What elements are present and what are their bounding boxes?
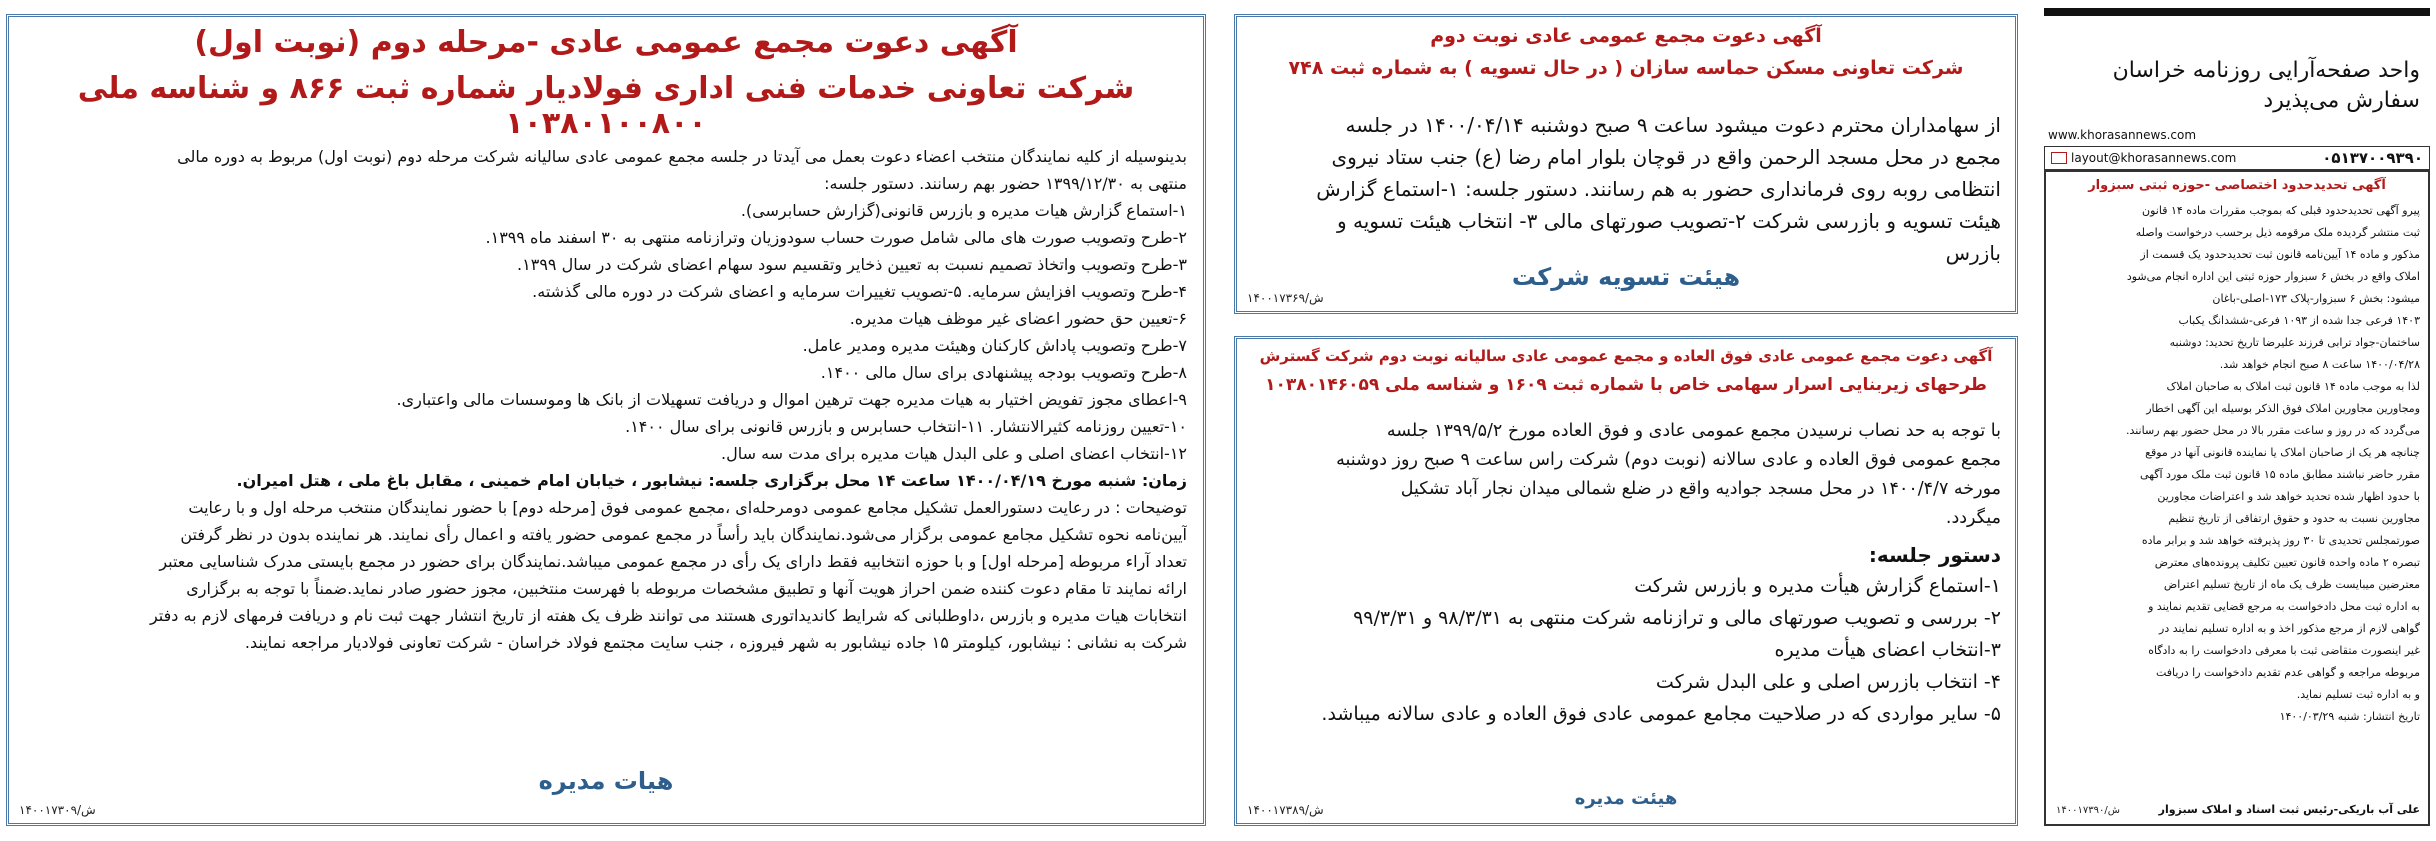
agenda-item: ۱-استماع گزارش هیات مدیره و بازرس قانونی(گزارش حسابرسی). — [740, 201, 1187, 220]
meeting-time-place: زمان: شنبه مورخ ۱۴۰۰/۰۴/۱۹ ساعت ۱۴ محل برگزاری جلسه: نیشابور ، خیابان امام خمینی ، مقابل باغ ملی ، هتل امیران. — [236, 471, 1187, 490]
text-line: منتهی به ۱۳۹۹/۱۲/۳۰ حضور بهم رسانند. دستور جلسه: — [824, 174, 1187, 193]
text-line: از سهامداران محترم دعوت میشود ساعت ۹ صبح دوشنبه ۱۴۰۰/۰۴/۱۴ در جلسه — [1345, 113, 2001, 137]
text-line: چنانچه هر یک از صاحبان املاک یا نماینده قانونی آنها در موقع — [2145, 446, 2420, 459]
ad-maskan-title2: شرکت تعاونی مسکن حماسه سازان ( در حال تسویه ) به شماره ثبت ۷۴۸ — [1288, 57, 1964, 79]
ad-fouladyar-body — [25, 143, 1187, 656]
ad-sabti-signature: علی آب باریکی-رئیس ثبت اسناد و املاک سبزوار — [2158, 803, 2420, 816]
text-line: مربوطه مراجعه و گواهی عدم تقدیم دادخواست را دریافت — [2156, 666, 2420, 679]
text-line: غیر اینصورت متقاضی ثبت با معرفی دادخواست را به دادگاه — [2148, 644, 2420, 657]
agenda-item: ۶-تعیین حق حضور اعضای غیر موظف هیات مدیره. — [849, 309, 1187, 328]
text-line: می‌گردد که در روز و ساعت مقرر بالا در محل حضور بهم رسانند. — [2125, 424, 2420, 437]
ad-gostaresh-body — [1251, 417, 2001, 730]
text-line: میگردد. — [1945, 508, 2001, 528]
text-line: مقرر حاضر نباشند مطابق ماده ۱۵ قانون ثبت ملک مورد آگهی — [2140, 468, 2420, 481]
promo-phone: ۰۵۱۳۷۰۰۹۳۹۰ — [2322, 149, 2423, 167]
ad-fouladyar-title1: آگهی دعوت مجمع عمومی عادی -مرحله دوم (نوبت اول) — [194, 25, 1018, 60]
text-line: به اداره ثبت محل دادخواست به مرجع قضایی تقدیم نمایند و — [2148, 600, 2420, 613]
text-line: گواهی لازم از مرجع مذکور اخذ و به اداره تسلیم نمایند در — [2159, 622, 2420, 635]
text-line: لذا به موجب ماده ۱۴ قانون ثبت املاک به صاحبان املاک — [2166, 380, 2420, 393]
agenda-item: ۳-طرح وتصویب واتخاذ تصمیم نسبت به تعیین ذخایر وتقسیم سود سهام اعضای شرکت در سال ۱۳۹۹. — [517, 255, 1187, 274]
text-line: مجمع در محل مسجد الرحمن واقع در قوچان بلوار امام رضا (ع) جنب ستاد نیروی — [1331, 145, 2001, 169]
agenda-item: ۴-طرح وتصویب افزایش سرمایه. ۵-تصویب تغییرات سرمایه و اعضای شرکت در دوره مالی گذشته. — [532, 282, 1187, 301]
text-line: ثبت منتشر گردیده ملک مرقومه ذیل برحسب درخواست واصله — [2135, 226, 2420, 239]
ad-gostaresh-title2: طرحهای زیربنایی اسرار سهامی خاص با شماره ثبت ۱۶۰۹ و شناسه ملی ۱۰۳۸۰۱۴۶۰۵۹ — [1265, 375, 1987, 395]
text-line: توضیحات : در رعایت دستورالعمل تشکیل مجامع عمومی دومرحله‌ای ،مجمع عمومی فوق [مرحله دوم] با حضور نمایندگان منتخب مرحله اول و با رعایت — [188, 498, 1187, 517]
text-line: مجاورین نسبت به حدود و حقوق ارتفاقی از تاریخ تنظیم — [2168, 512, 2420, 525]
text-line: بدینوسیله از کلیه نمایندگان منتخب اعضاء دعوت بعمل می آیدتا در جلسه مجمع عمومی عادی سالیانه شرکت مرحله دوم (نوبت اول) مربوط به دوره مالی — [177, 147, 1187, 166]
ad-gostaresh-signature: هیئت مدیره — [1574, 788, 1678, 809]
agenda-item: ۱۰-تعیین روزنامه کثیرالانتشار. ۱۱-انتخاب حسابرس و بازرس قانونی برای سال ۱۴۰۰. — [625, 417, 1187, 436]
text-line: انتظامی روبه روی فرمانداری حضور به هم رسانند. دستور جلسه: ۱-استماع گزارش — [1316, 177, 2001, 201]
text-line: تبصره ۲ ماده واحده قانون تعیین تکلیف پرونده‌های معترض — [2154, 556, 2420, 569]
agenda-item: ۷-طرح وتصویب پاداش کارکنان وهیئت مدیره ومدیر عامل. — [802, 336, 1187, 355]
text-line: ومجاورین مجاورین املاک فوق الذکر بوسیله این آگهی اخطار — [2146, 402, 2420, 415]
ad-maskan-signature: هیئت تسویه شرکت — [1511, 263, 1741, 291]
ad-gostaresh-title1: آگهی دعوت مجمع عمومی عادی فوق العاده و مجمع عمومی عادی سالیانه نوبت دوم شرکت گسترش — [1259, 347, 1993, 365]
agenda-item: ۱۲-انتخاب اعضای اصلی و علی البدل هیات مدیره برای مدت سه سال. — [721, 444, 1187, 463]
agenda-item: ۹-اعطای مجوز تفویض اختیار به هیات مدیره جهت ترهین اموال و دریافت تسهیلات از بانک ها وموسسات مالی واعتباری. — [396, 390, 1187, 409]
agenda-item: ۵- سایر مواردی که در صلاحیت مجامع عمومی عادی فوق العاده و عادی سالانه میباشد. — [1321, 703, 2001, 725]
text-line: بازرس — [1945, 241, 2001, 265]
ad-maskan-code: ش/۱۴۰۰۱۷۳۶۹ — [1247, 291, 1324, 305]
text-line: معترضین میبایست ظرف یک ماه از تاریخ تسلیم اعتراض — [2163, 578, 2420, 591]
text-line: ۱۴۰۰/۰۴/۲۸ ساعت ۸ صبح انجام خواهد شد. — [2219, 358, 2420, 371]
ad-sabti — [2044, 170, 2430, 826]
text-line: پیرو آگهی تحدیدحدود قبلی که بموجب مقررات ماده ۱۴ قانون — [2142, 204, 2420, 217]
agenda-item: ۲-طرح وتصویب صورت های مالی شامل صورت حساب سودوزیان وترازنامه منتهی به ۳۰ اسفند ماه ۱۳۹۹. — [485, 228, 1187, 247]
agenda-item: ۴- انتخاب بازرس اصلی و علی البدل شرکت — [1655, 671, 2001, 693]
agenda-item: ۳-انتخاب اعضای هیأت مدیره — [1774, 639, 2001, 661]
publish-date: تاریخ انتشار: شنبه ۱۴۰۰/۰۳/۲۹ — [2279, 710, 2420, 723]
agenda-item: ۲- بررسی و تصویب صورتهای مالی و ترازنامه شرکت منتهی به ۹۸/۳/۳۱ و ۹۹/۳/۳۱ — [1353, 607, 2001, 629]
promo-email[interactable]: layout@khorasannews.com — [2071, 151, 2237, 165]
text-line: میشود: بخش ۶ سبزوار-پلاک ۱۷۳-اصلی-باغان — [2212, 292, 2420, 305]
promo-text1: واحد صفحه‌آرایی روزنامه خراسان — [2112, 58, 2420, 83]
text-line: با توجه به حد نصاب نرسیدن مجمع عمومی عادی و فوق العاده مورخ ۱۳۹۹/۵/۲ جلسه — [1386, 421, 2001, 441]
agenda-item: ۸-طرح وتصویب بودجه پیشنهادی برای سال مالی ۱۴۰۰. — [820, 363, 1187, 382]
agenda-item: ۱-استماع گزارش هیأت مدیره و بازرس شرکت — [1634, 575, 2001, 597]
promo-website[interactable]: www.khorasannews.com — [2048, 128, 2197, 142]
ad-fouladyar-signature: هیات مدیره — [538, 767, 674, 795]
ad-maskan — [1234, 14, 2018, 314]
promo-contact-row — [2044, 146, 2430, 170]
text-line: ساختمان-جواد ترابی فرزند علیرضا تاریخ تحدید: دوشنبه — [2169, 336, 2420, 349]
ad-maskan-title1: آگهی دعوت مجمع عمومی عادی نوبت دوم — [1430, 25, 1822, 47]
ad-sabti-title: آگهی تحدیدحدود اختصاصی -حوزه ثبتی سبزوار — [2088, 178, 2386, 193]
text-line: هیئت تسویه و بازرسی شرکت ۲-تصویب صورتهای مالی ۳- انتخاب هیئت تسویه و — [1337, 209, 2001, 233]
text-line: مورخه ۱۴۰۰/۴/۷ در محل مسجد جوادیه واقع در ضلع شمالی میدان نجار آباد تشکیل — [1400, 479, 2001, 499]
ad-gostaresh — [1234, 336, 2018, 826]
promo-layout-unit — [2044, 8, 2430, 167]
text-line: مذکور و ماده ۱۴ آیین‌نامه قانون ثبت تحدیدحدود یک قسمت از — [2140, 248, 2420, 261]
text-line: صورتمجلس تحدیدی تا ۳۰ روز پذیرفته خواهد شد و برابر ماده — [2141, 534, 2420, 547]
text-line: آیین‌نامه نحوه تشکیل مجامع عمومی برگزار می‌شود.نمایندگان باید رأساً در مجمع عمومی حضور یافته و اعمال رأی نمایند. هر نماینده بدون در نظر گرفتن — [180, 525, 1187, 544]
ad-gostaresh-code: ش/۱۴۰۰۱۷۳۸۹ — [1247, 803, 1324, 817]
text-line: تعداد آراء مربوطه [مرحله اول] و با حوزه انتخابیه فقط دارای یک رأی در مجمع عمومی میباشد.نمایندگان برای حضور در مجمع بایستی مدرک شناسایی معتبر — [159, 552, 1187, 571]
text-line: املاک واقع در بخش ۶ سبزوار حوزه ثبتی این اداره انجام می‌شود — [2126, 270, 2420, 283]
agenda-title: دستور جلسه: — [1868, 543, 2001, 567]
text-line: و به اداره ثبت تسلیم نماید. — [2296, 688, 2420, 701]
text-line: با حدود اظهار شده تحدید خواهد شد و اعتراضات مجاورین — [2157, 490, 2420, 503]
text-line: ارائه نمایند تا مقام دعوت کننده ضمن احراز هویت آنها و تطبیق مشخصات مربوطه با فهرست منتخبین، مجوز حضور صادر نماید.ضمناً با توجه به برگزاری — [186, 579, 1187, 598]
text-line: ۱۴۰۳ فرعی جدا شده از ۱۰۹۳ فرعی-ششدانگ یکباب — [2178, 314, 2420, 327]
ad-sabti-body — [2054, 200, 2420, 728]
text-line: شرکت به نشانی : نیشابور، کیلومتر ۱۵ جاده نیشابور به شهر فیروزه ، جنب سایت مجتمع فولاد خراسان - شرکت تعاونی فولادیار مراجعه نمایند. — [244, 633, 1187, 652]
ad-fouladyar-code: ش/۱۴۰۰۱۷۳۰۹ — [19, 803, 96, 817]
promo-text2: سفارش می‌پذیرد — [2263, 88, 2420, 113]
ad-sabti-code: ش/۱۴۰۰۱۷۳۹۰ — [2056, 805, 2120, 816]
ad-fouladyar-title2: شرکت تعاونی خدمات فنی اداری فولادیار شماره ثبت ۸۶۶ و شناسه ملی ۱۰۳۸۰۱۰۰۸۰۰ — [77, 71, 1135, 141]
promo-email-group — [2051, 151, 2236, 165]
text-line: مجمع عمومی فوق العاده و عادی سالانه (نوبت دوم) شرکت راس ساعت ۹ صبح روز دوشنبه — [1336, 450, 2001, 470]
promo-top-bar — [2044, 8, 2430, 16]
email-icon — [2051, 152, 2067, 164]
ad-maskan-body — [1251, 109, 2001, 269]
text-line: انتخابات هیات مدیره و بازرس ،داوطلبانی که شرایط کاندیداتوری هستند می توانند ظرف یک هفته از تاریخ انتشار جهت ثبت نام و دریافت فرمهای لازم به دفتر — [149, 606, 1187, 625]
ad-fouladyar — [6, 14, 1206, 826]
